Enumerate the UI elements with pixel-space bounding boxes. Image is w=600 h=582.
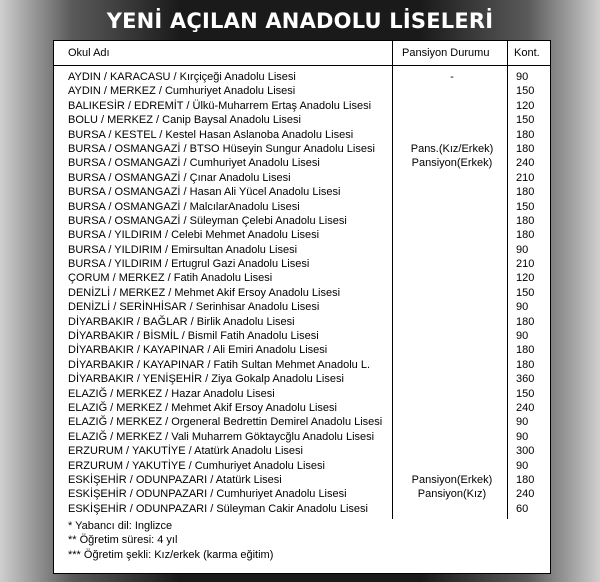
school-name: BOLU / MERKEZ / Canip Baysal Anadolu Lisesi bbox=[68, 114, 301, 127]
quota-value: 210 bbox=[516, 171, 535, 184]
quota-value: 150 bbox=[516, 200, 535, 213]
school-name: DENİZLİ / SERİNHİSAR / Serinhisar Anadolu Lisesi bbox=[68, 301, 320, 314]
school-name: ELAZIĞ / MERKEZ / Hazar Anadolu Lisesi bbox=[68, 387, 275, 400]
school-name: ESKİŞEHİR / ODUNPAZARI / Süleyman Cakir Anadolu Lisesi bbox=[68, 502, 368, 515]
table-row bbox=[54, 185, 550, 199]
table-row bbox=[54, 286, 550, 300]
quota-value: 240 bbox=[516, 157, 535, 170]
table-row bbox=[54, 459, 550, 473]
quota-value: 240 bbox=[516, 401, 535, 414]
table-row bbox=[54, 142, 550, 156]
school-name: DENİZLİ / MERKEZ / Mehmet Akif Ersoy Anadolu Lisesi bbox=[68, 286, 341, 299]
table-row bbox=[54, 502, 550, 516]
table-row bbox=[54, 487, 550, 501]
quota-value: 180 bbox=[516, 344, 535, 357]
quota-value: 90 bbox=[516, 301, 529, 314]
table-row bbox=[54, 200, 550, 214]
footnote: * Yabancı dil: Inglizce bbox=[68, 520, 173, 532]
quota-value: 90 bbox=[516, 71, 529, 83]
table-row bbox=[54, 171, 550, 185]
quota-value: 180 bbox=[516, 186, 535, 199]
school-name: AYDIN / KARACASU / Kırçiçeği Anadolu Lisesi bbox=[68, 71, 296, 83]
table-row bbox=[54, 343, 550, 357]
boarding-status: Pansiyon(Erkek) bbox=[411, 157, 493, 170]
quota-value: 120 bbox=[516, 272, 535, 285]
quota-value: 180 bbox=[516, 214, 535, 227]
table-row bbox=[54, 358, 550, 372]
header-quota: Kont. bbox=[514, 47, 540, 59]
page-title: YENİ AÇILAN ANADOLU LİSELERİ bbox=[106, 9, 494, 33]
school-name: BURSA / OSMANGAZİ / Cumhuriyet Anadolu Lisesi bbox=[68, 157, 320, 170]
school-table bbox=[53, 40, 551, 574]
quota-value: 90 bbox=[516, 243, 529, 256]
school-name: DİYARBAKIR / KAYAPINAR / Ali Emiri Anadolu Lisesi bbox=[68, 344, 328, 357]
school-name: BURSA / YILDIRIM / Celebi Mehmet Anadolu Lisesi bbox=[68, 229, 320, 242]
school-name: BURSA / OSMANGAZİ / BTSO Hüseyin Sungur Anadolu Lisesi bbox=[68, 142, 375, 155]
table-row bbox=[54, 415, 550, 429]
table-row bbox=[54, 214, 550, 228]
table-row bbox=[54, 128, 550, 142]
table-row bbox=[54, 300, 550, 314]
quota-value: 180 bbox=[516, 142, 535, 155]
quota-value: 120 bbox=[516, 99, 535, 112]
table-row bbox=[54, 387, 550, 401]
school-name: BALIKESİR / EDREMİT / Ülkü-Muharrem Ertaş Anadolu Lisesi bbox=[68, 99, 372, 112]
school-name: DİYARBAKIR / KAYAPINAR / Fatih Sultan Mehmet Anadolu L. bbox=[68, 358, 371, 371]
quota-value: 90 bbox=[516, 416, 529, 429]
table-row bbox=[54, 473, 550, 487]
table-row bbox=[54, 401, 550, 415]
quota-value: 180 bbox=[516, 229, 535, 242]
footnote: *** Öğretim şekli: Kız/erkek (karma eğitim) bbox=[68, 548, 274, 561]
quota-value: 360 bbox=[516, 373, 535, 386]
school-name: BURSA / OSMANGAZİ / MalcılarAnadolu Lisesi bbox=[68, 200, 300, 213]
boarding-status: Pansiyon(Erkek) bbox=[411, 473, 493, 486]
boarding-status: Pans.(Kız/Erkek) bbox=[410, 142, 494, 155]
header-boarding: Pansiyon Durumu bbox=[402, 47, 490, 59]
table-row bbox=[54, 372, 550, 386]
header-school: Okul Adı bbox=[68, 47, 110, 59]
school-name: DİYARBAKIR / BAĞLAR / Birlik Anadolu Lisesi bbox=[68, 315, 295, 328]
table-row bbox=[54, 329, 550, 343]
table-row bbox=[54, 156, 550, 170]
table-row bbox=[54, 84, 550, 98]
quota-value: 210 bbox=[516, 258, 535, 271]
quota-value: 90 bbox=[516, 430, 529, 443]
table-row bbox=[54, 70, 550, 84]
school-name: ERZURUM / YAKUTİYE / Cumhuriyet Anadolu Lisesi bbox=[68, 459, 325, 472]
footnote: ** Öğretim süresi: 4 yıl bbox=[68, 534, 178, 547]
school-name: ELAZIĞ / MERKEZ / Vali Muharrem Göktaycğlu Anadolu Lisesi bbox=[68, 430, 375, 443]
school-name: BURSA / OSMANGAZİ / Süleyman Çelebi Anadolu Lisesi bbox=[68, 214, 347, 227]
school-name: DİYARBAKIR / BİSMİL / Bismil Fatih Anadolu Lisesi bbox=[68, 330, 319, 343]
school-name: BURSA / OSMANGAZİ / Çınar Anadolu Lisesi bbox=[68, 171, 291, 184]
table-row bbox=[54, 430, 550, 444]
quota-value: 180 bbox=[516, 128, 535, 141]
school-name: ÇORUM / MERKEZ / Fatih Anadolu Lisesi bbox=[68, 272, 273, 285]
quota-value: 300 bbox=[516, 445, 535, 458]
quota-value: 150 bbox=[516, 387, 535, 400]
school-name: ESKİŞEHİR / ODUNPAZARI / Atatürk Lisesi bbox=[68, 473, 282, 486]
boarding-status: - bbox=[450, 71, 454, 83]
boarding-status: Pansiyon(Kız) bbox=[417, 488, 487, 501]
quota-value: 90 bbox=[516, 459, 529, 472]
table-body bbox=[54, 70, 550, 516]
quota-value: 60 bbox=[516, 502, 529, 515]
footnotes bbox=[68, 519, 273, 562]
school-name: BURSA / KESTEL / Kestel Hasan Aslanoba Anadolu Lisesi bbox=[68, 128, 354, 141]
table-header bbox=[54, 41, 550, 66]
school-name: ESKİŞEHİR / ODUNPAZARI / Cumhuriyet Anadolu Lisesi bbox=[68, 488, 347, 501]
quota-value: 150 bbox=[516, 114, 535, 127]
table-row bbox=[54, 228, 550, 242]
table-row bbox=[54, 257, 550, 271]
quota-value: 240 bbox=[516, 488, 535, 501]
school-name: AYDIN / MERKEZ / Cumhuriyet Anadolu Lisesi bbox=[68, 85, 296, 98]
quota-value: 150 bbox=[516, 286, 535, 299]
table-row bbox=[54, 113, 550, 127]
quota-value: 150 bbox=[516, 85, 535, 98]
school-name: BURSA / YILDIRIM / Emirsultan Anadolu Lisesi bbox=[68, 243, 298, 256]
school-name: BURSA / YILDIRIM / Ertugrul Gazi Anadolu Lisesi bbox=[68, 258, 310, 271]
table-row bbox=[54, 315, 550, 329]
table-row bbox=[54, 99, 550, 113]
quota-value: 180 bbox=[516, 473, 535, 486]
school-name: ELAZIĞ / MERKEZ / Mehmet Akif Ersoy Anadolu Lisesi bbox=[68, 401, 337, 414]
school-name: BURSA / OSMANGAZİ / Hasan Ali Yücel Anadolu Lisesi bbox=[68, 186, 341, 199]
school-name: ELAZIĞ / MERKEZ / Orgeneral Bedrettin Demirel Anadolu Lisesi bbox=[68, 416, 383, 429]
quota-value: 180 bbox=[516, 315, 535, 328]
quota-value: 90 bbox=[516, 330, 529, 343]
table-row bbox=[54, 243, 550, 257]
quota-value: 180 bbox=[516, 358, 535, 371]
table-row bbox=[54, 444, 550, 458]
school-name: DİYARBAKIR / YENİŞEHİR / Ziya Gokalp Anadolu Lisesi bbox=[68, 373, 344, 386]
school-name: ERZURUM / YAKUTİYE / Atatürk Anadolu Lisesi bbox=[68, 445, 303, 458]
table-row bbox=[54, 271, 550, 285]
